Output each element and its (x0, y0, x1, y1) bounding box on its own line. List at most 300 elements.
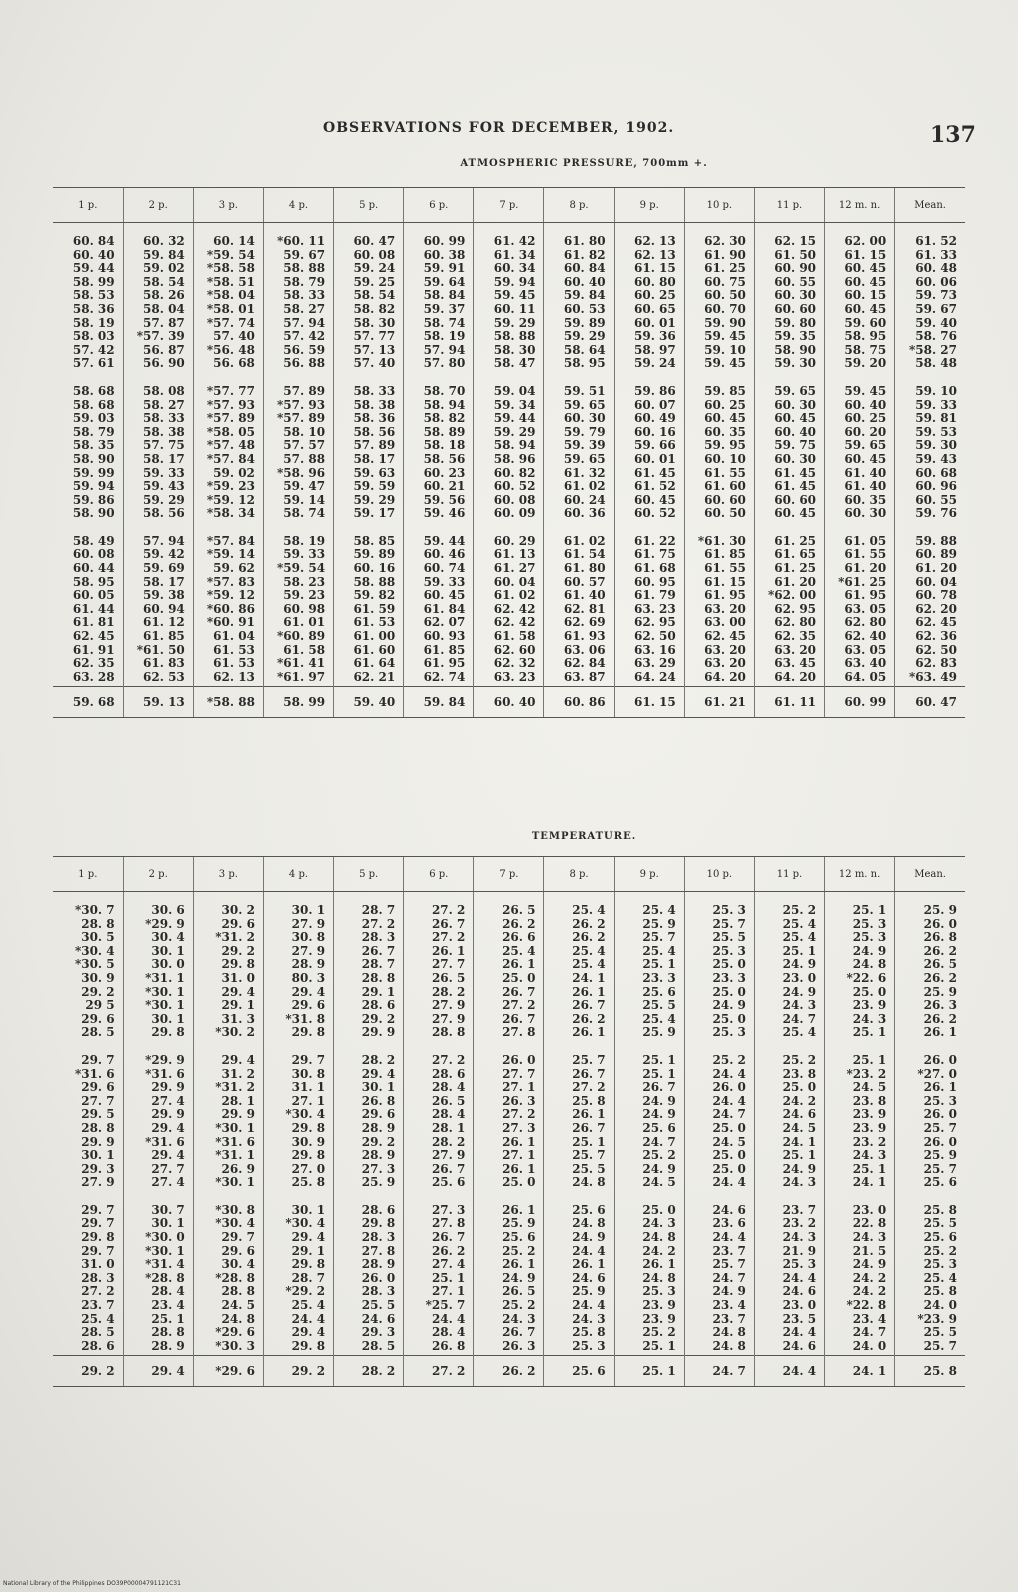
table-cell: 58. 94 (404, 399, 474, 413)
table-cell: *30. 4 (263, 1108, 333, 1122)
table-cell: 59. 47 (263, 480, 333, 494)
table-cell: 58. 38 (334, 399, 404, 413)
table-cell: 28. 8 (404, 1026, 474, 1042)
table-cell: 59. 40 (895, 317, 965, 331)
table-cell: *30. 1 (123, 986, 193, 1000)
table-cell: 56. 68 (193, 357, 263, 373)
table-cell: 24. 9 (754, 986, 824, 1000)
table-cell: 56. 59 (263, 344, 333, 358)
day-group (53, 373, 965, 523)
table-cell: 58. 53 (72, 288, 115, 303)
table-cell: 28. 1 (404, 1122, 474, 1136)
table-cell: 59. 73 (895, 289, 965, 303)
table-cell: 27. 2 (404, 931, 474, 945)
pressure-table (53, 187, 965, 718)
table-cell: 60. 98 (263, 603, 333, 617)
table-cell: 25. 0 (614, 1192, 684, 1218)
table-cell: *59. 12 (193, 494, 263, 508)
table-cell: 25. 1 (754, 1149, 824, 1163)
day-group (53, 523, 965, 687)
table-cell: 23. 5 (754, 1313, 824, 1327)
table-cell: 58. 36 (334, 412, 404, 426)
table-cell: 27. 8 (334, 1245, 404, 1259)
table-cell: 60. 60 (684, 494, 754, 508)
table-cell: 26. 3 (895, 999, 965, 1013)
table-cell: 61. 04 (193, 630, 263, 644)
table-cell: 25. 7 (895, 1163, 965, 1177)
table-cell: 59. 29 (544, 330, 614, 344)
table-cell: 29. 9 (334, 1026, 404, 1042)
table-cell: 29. 6 (193, 918, 263, 932)
table-cell: 30. 1 (263, 1192, 333, 1218)
table-cell: 24. 7 (614, 1136, 684, 1150)
table-cell: 60. 45 (825, 262, 895, 276)
table-cell: *30. 4 (193, 1217, 263, 1231)
table-cell: 62. 50 (614, 630, 684, 644)
table-cell: 26. 8 (334, 1095, 404, 1109)
table-cell: 58. 82 (334, 303, 404, 317)
table-cell: 60. 07 (614, 399, 684, 413)
table-cell: *59. 14 (193, 548, 263, 562)
table-row (53, 303, 965, 317)
table-cell: 24. 0 (825, 1340, 895, 1356)
table-cell: *60. 89 (263, 630, 333, 644)
table-cell: 24. 8 (193, 1313, 263, 1327)
table-cell: 63. 16 (614, 644, 684, 658)
table-cell: 25. 4 (544, 945, 614, 959)
table-cell: 61. 40 (825, 467, 895, 481)
table-cell: 24. 9 (825, 945, 895, 959)
table-cell: 60. 60 (754, 303, 824, 317)
table-cell: 25. 5 (895, 1326, 965, 1340)
table-cell: 25. 4 (81, 1311, 115, 1326)
table-cell: 26. 2 (404, 1245, 474, 1259)
table-cell: 30. 1 (334, 1081, 404, 1095)
table-cell: 64. 20 (684, 671, 754, 687)
table-cell: 24. 3 (754, 1176, 824, 1192)
table-cell: 58. 90 (72, 451, 115, 466)
table-cell: 60. 55 (754, 276, 824, 290)
table-cell: 25. 0 (825, 986, 895, 1000)
table-row (53, 1231, 965, 1245)
table-cell: 58. 17 (123, 576, 193, 590)
table-cell: 27. 9 (404, 999, 474, 1013)
table-cell: 61. 52 (614, 480, 684, 494)
table-cell: 24. 9 (614, 1095, 684, 1109)
table-cell: 60. 96 (895, 480, 965, 494)
table-cell: 58. 99 (72, 274, 115, 289)
table-cell: 60. 94 (123, 603, 193, 617)
table-cell: 25. 4 (263, 1299, 333, 1313)
table-cell: 60. 09 (474, 507, 544, 523)
table-cell: *29. 9 (123, 1042, 193, 1068)
table-cell: 25. 9 (895, 892, 965, 918)
table-cell: 60. 74 (404, 562, 474, 576)
table-cell: 58. 27 (123, 399, 193, 413)
table-cell: 25. 1 (754, 945, 824, 959)
column-header: 4 p. (263, 857, 333, 892)
table-cell: *61. 30 (684, 523, 754, 549)
table-cell: 25. 8 (895, 1192, 965, 1218)
table-cell: 61. 20 (895, 562, 965, 576)
table-cell: 59. 67 (263, 249, 333, 263)
table-cell: *60. 91 (193, 616, 263, 630)
table-cell: 60. 45 (614, 494, 684, 508)
table-cell: 57. 94 (404, 344, 474, 358)
table-cell: 59. 99 (72, 465, 115, 480)
table-cell: 26. 7 (614, 1081, 684, 1095)
table-cell: 58. 33 (263, 289, 333, 303)
table-cell: 25. 4 (614, 1013, 684, 1027)
table-cell: *30. 8 (193, 1192, 263, 1218)
table-cell: 24. 6 (754, 1285, 824, 1299)
table-cell: 59. 79 (544, 426, 614, 440)
table-cell: 57. 61 (72, 356, 115, 371)
table-cell: 27. 7 (81, 1093, 115, 1108)
table-cell: 25. 1 (825, 1163, 895, 1177)
table-cell: 61. 50 (754, 249, 824, 263)
table-cell: 60. 32 (123, 223, 193, 249)
table-cell: 58. 33 (123, 412, 193, 426)
table-cell: 63. 45 (754, 657, 824, 671)
table-cell: 61. 02 (474, 589, 544, 603)
table-cell: 62. 45 (72, 629, 115, 644)
table-cell: 23. 0 (754, 972, 824, 986)
table-cell: 24. 6 (544, 1272, 614, 1286)
table-cell: 29. 1 (193, 999, 263, 1013)
table-cell: 26. 0 (895, 1136, 965, 1150)
table-cell: 60. 25 (825, 412, 895, 426)
table-cell: 59. 43 (123, 480, 193, 494)
table-cell: 24. 5 (754, 1122, 824, 1136)
mean-cell: 59. 40 (334, 687, 404, 718)
table-cell: 59. 62 (193, 562, 263, 576)
table-cell: 29. 9 (123, 1108, 193, 1122)
table-cell: 25. 6 (614, 986, 684, 1000)
table-cell: 27. 0 (263, 1163, 333, 1177)
table-cell: *31. 1 (193, 1149, 263, 1163)
column-header: 9 p. (614, 188, 684, 223)
table-cell: 27. 2 (544, 1081, 614, 1095)
mean-cell: 59. 68 (53, 687, 123, 718)
table-cell: 59. 67 (895, 303, 965, 317)
table-cell: 25. 2 (474, 1245, 544, 1259)
table-cell: 24. 6 (754, 1108, 824, 1122)
table-cell: 28. 8 (81, 916, 115, 931)
table-cell: 59. 35 (754, 330, 824, 344)
table-row (53, 1285, 965, 1299)
table-cell: 25. 4 (614, 945, 684, 959)
pressure-section-title: ATMOSPHERIC PRESSURE, 700mm +. (460, 158, 708, 169)
table-cell: 23. 7 (81, 1298, 115, 1313)
table-cell: 27. 2 (404, 892, 474, 918)
table-cell: 26. 1 (474, 1258, 544, 1272)
table-cell: 28. 8 (81, 1120, 115, 1135)
table-cell: 61. 91 (72, 642, 115, 657)
table-cell: 29. 7 (81, 1216, 115, 1231)
table-cell: 58. 56 (123, 507, 193, 523)
table-cell: 26. 1 (544, 1258, 614, 1272)
table-cell: 62. 30 (684, 223, 754, 249)
table-cell: 24. 9 (684, 999, 754, 1013)
table-cell: 28. 9 (123, 1340, 193, 1356)
table-cell: 59. 66 (614, 439, 684, 453)
table-cell: 25. 3 (895, 1095, 965, 1109)
table-cell: 63. 29 (614, 657, 684, 671)
table-cell: 26. 8 (404, 1340, 474, 1356)
table-cell: 56. 87 (123, 344, 193, 358)
table-cell: 60. 82 (474, 467, 544, 481)
table-cell: *30. 2 (193, 1026, 263, 1042)
table-cell: 23. 4 (825, 1313, 895, 1327)
table-cell: 26. 7 (404, 1163, 474, 1177)
table-row (53, 1272, 965, 1286)
table-cell: 58. 27 (263, 303, 333, 317)
column-header: 7 p. (474, 188, 544, 223)
table-cell: 30. 0 (123, 958, 193, 972)
table-row (53, 1163, 965, 1177)
table-cell: 26. 1 (895, 1081, 965, 1095)
table-cell: *30. 7 (74, 903, 115, 917)
table-cell: 26. 2 (895, 1013, 965, 1027)
table-cell: 25. 4 (614, 892, 684, 918)
table-cell: *57. 89 (263, 412, 333, 426)
table-cell: 30. 2 (193, 892, 263, 918)
table-cell: 25. 5 (895, 1217, 965, 1231)
table-cell: 57. 57 (263, 439, 333, 453)
table-cell: 60. 70 (684, 303, 754, 317)
table-cell: 60. 45 (684, 412, 754, 426)
table-cell: 59. 33 (263, 548, 333, 562)
table-cell: 28. 7 (334, 892, 404, 918)
table-cell: 25. 1 (614, 1042, 684, 1068)
table-cell: 58. 85 (334, 523, 404, 549)
table-cell: 60. 89 (895, 548, 965, 562)
table-row (53, 1081, 965, 1095)
table-cell: 28. 5 (81, 1325, 115, 1340)
table-row (53, 399, 965, 413)
table-cell: 21. 5 (825, 1245, 895, 1259)
table-cell: 59. 65 (825, 439, 895, 453)
table-cell: *57. 77 (193, 373, 263, 399)
table-cell: 21. 9 (754, 1245, 824, 1259)
table-cell: 24. 5 (614, 1176, 684, 1192)
table-row (53, 276, 965, 290)
table-cell: 27. 2 (404, 1042, 474, 1068)
table-row (53, 480, 965, 494)
table-cell: *59. 23 (193, 480, 263, 494)
table-cell: 23. 2 (754, 1217, 824, 1231)
table-cell: 25. 2 (474, 1299, 544, 1313)
table-cell: 60. 45 (754, 412, 824, 426)
table-cell: 24. 8 (544, 1176, 614, 1192)
table-cell: 60. 40 (754, 426, 824, 440)
column-header: 12 m. n. (825, 857, 895, 892)
table-cell: 24. 7 (754, 1013, 824, 1027)
table-cell: 57. 40 (193, 330, 263, 344)
table-cell: 24. 8 (684, 1340, 754, 1356)
table-cell: 59. 63 (334, 467, 404, 481)
table-cell: *56. 48 (193, 344, 263, 358)
table-cell: 28. 3 (334, 931, 404, 945)
table-cell: 24. 4 (544, 1299, 614, 1313)
table-cell: 58. 68 (72, 383, 115, 398)
table-cell: 28. 9 (263, 958, 333, 972)
mean-cell: 61. 11 (754, 687, 824, 718)
table-cell: 61. 93 (544, 630, 614, 644)
table-cell: 29. 7 (81, 1052, 115, 1067)
table-cell: 61. 83 (123, 657, 193, 671)
table-cell: 24. 2 (754, 1095, 824, 1109)
table-cell: 26. 1 (544, 986, 614, 1000)
table-cell: 27. 8 (404, 1217, 474, 1231)
table-cell: 59. 24 (334, 262, 404, 276)
table-cell: 27. 4 (404, 1258, 474, 1272)
table-cell: 25. 9 (544, 1285, 614, 1299)
table-cell: 30. 1 (81, 1148, 115, 1163)
table-cell: 62. 13 (193, 671, 263, 687)
table-cell: 26. 2 (544, 931, 614, 945)
table-cell: 24. 3 (754, 1231, 824, 1245)
table-cell: *30. 4 (263, 1217, 333, 1231)
table-cell: 60. 38 (404, 249, 474, 263)
table-cell: 26. 1 (544, 1026, 614, 1042)
table-row (53, 426, 965, 440)
table-row (53, 1136, 965, 1150)
mean-cell: 60. 86 (544, 687, 614, 718)
table-row (53, 1326, 965, 1340)
table-cell: 61. 82 (544, 249, 614, 263)
table-cell: 59. 76 (895, 507, 965, 523)
table-cell: 28. 4 (404, 1108, 474, 1122)
table-cell: *61. 97 (263, 671, 333, 687)
table-cell: 30. 8 (263, 1068, 333, 1082)
table-cell: 60. 34 (474, 262, 544, 276)
table-cell: 62. 20 (895, 603, 965, 617)
table-cell: 24. 3 (474, 1313, 544, 1327)
table-cell: 29 5 (85, 998, 115, 1013)
table-row (53, 262, 965, 276)
table-cell: 61. 45 (754, 467, 824, 481)
table-cell: 60. 93 (404, 630, 474, 644)
table-cell: 58. 79 (263, 276, 333, 290)
table-cell: 29. 4 (193, 986, 263, 1000)
table-cell: 60. 65 (614, 303, 684, 317)
table-cell: 60. 35 (825, 494, 895, 508)
table-cell: 29. 8 (81, 1230, 115, 1245)
table-row (53, 1245, 965, 1259)
table-cell: 58. 54 (123, 276, 193, 290)
table-cell: *22. 6 (825, 972, 895, 986)
table-cell: 59. 10 (895, 373, 965, 399)
table-cell: 29. 3 (334, 1326, 404, 1340)
table-cell: 28. 6 (334, 999, 404, 1013)
table-cell: 59. 59 (334, 480, 404, 494)
table-cell: 59. 94 (474, 276, 544, 290)
table-cell: 27. 7 (404, 958, 474, 972)
page-title: OBSERVATIONS FOR DECEMBER, 1902. (323, 120, 675, 136)
table-cell: 26. 9 (193, 1163, 263, 1177)
table-cell: 26. 8 (895, 931, 965, 945)
table-cell: 23. 7 (754, 1192, 824, 1218)
table-cell: *31. 6 (123, 1136, 193, 1150)
table-cell: 26. 0 (895, 918, 965, 932)
table-cell: 27. 1 (404, 1285, 474, 1299)
table-cell: 25. 2 (895, 1245, 965, 1259)
table-cell: 64. 05 (825, 671, 895, 687)
table-cell: 29. 7 (81, 1243, 115, 1258)
table-cell: *31. 6 (74, 1066, 115, 1081)
table-cell: 24. 3 (825, 1149, 895, 1163)
table-cell: 24. 0 (895, 1299, 965, 1313)
table-cell: 25. 1 (404, 1272, 474, 1286)
table-cell: 60. 15 (825, 289, 895, 303)
table-cell: 26. 7 (474, 1326, 544, 1340)
table-cell: 25. 0 (684, 1013, 754, 1027)
table-cell: 29. 8 (123, 1026, 193, 1042)
table-cell: 26. 1 (614, 1258, 684, 1272)
table-cell: 29. 4 (263, 1326, 333, 1340)
table-cell: 59. 02 (193, 467, 263, 481)
table-cell: 24. 8 (825, 958, 895, 972)
table-cell: 60. 30 (754, 289, 824, 303)
table-cell: 30. 9 (263, 1136, 333, 1150)
table-cell: 24. 2 (614, 1245, 684, 1259)
table-cell: 30. 1 (263, 892, 333, 918)
table-row (53, 576, 965, 590)
table-cell: 25. 5 (334, 1299, 404, 1313)
table-cell: 25. 3 (614, 1285, 684, 1299)
table-cell: 62. 80 (825, 616, 895, 630)
table-row (53, 1042, 965, 1068)
table-cell: 26. 6 (474, 931, 544, 945)
table-cell: 61. 90 (684, 249, 754, 263)
table-row (53, 453, 965, 467)
table-cell: 61. 22 (614, 523, 684, 549)
table-cell: 29. 8 (193, 958, 263, 972)
table-cell: 58. 30 (334, 317, 404, 331)
table-cell: 26. 0 (334, 1272, 404, 1286)
table-cell: 26. 7 (474, 986, 544, 1000)
table-cell: 60. 52 (614, 507, 684, 523)
table-cell: 62. 53 (123, 671, 193, 687)
table-row (53, 657, 965, 671)
table-cell: 25. 5 (614, 999, 684, 1013)
table-cell: *31. 1 (123, 972, 193, 986)
table-row (53, 439, 965, 453)
table-cell: 27. 9 (263, 945, 333, 959)
table-cell: 23. 6 (684, 1217, 754, 1231)
table-cell: 24. 9 (825, 1258, 895, 1272)
mean-cell: 24. 7 (684, 1356, 754, 1387)
table-cell: 25. 8 (263, 1176, 333, 1192)
mean-cell: 28. 2 (334, 1356, 404, 1387)
table-cell: *57. 48 (193, 439, 263, 453)
table-cell: 25. 7 (895, 1340, 965, 1356)
column-header: Mean. (895, 188, 965, 223)
table-cell: 27. 9 (263, 918, 333, 932)
table-cell: 62. 50 (895, 644, 965, 658)
table-cell: 61. 40 (825, 480, 895, 494)
table-cell: 58. 88 (474, 330, 544, 344)
table-cell: 58. 48 (895, 357, 965, 373)
table-cell: 59. 36 (614, 330, 684, 344)
table-cell: 61. 12 (123, 616, 193, 630)
table-cell: 27. 7 (474, 1068, 544, 1082)
table-cell: 31. 2 (193, 1068, 263, 1082)
table-cell: 61. 84 (404, 603, 474, 617)
table-cell: 61. 85 (684, 548, 754, 562)
